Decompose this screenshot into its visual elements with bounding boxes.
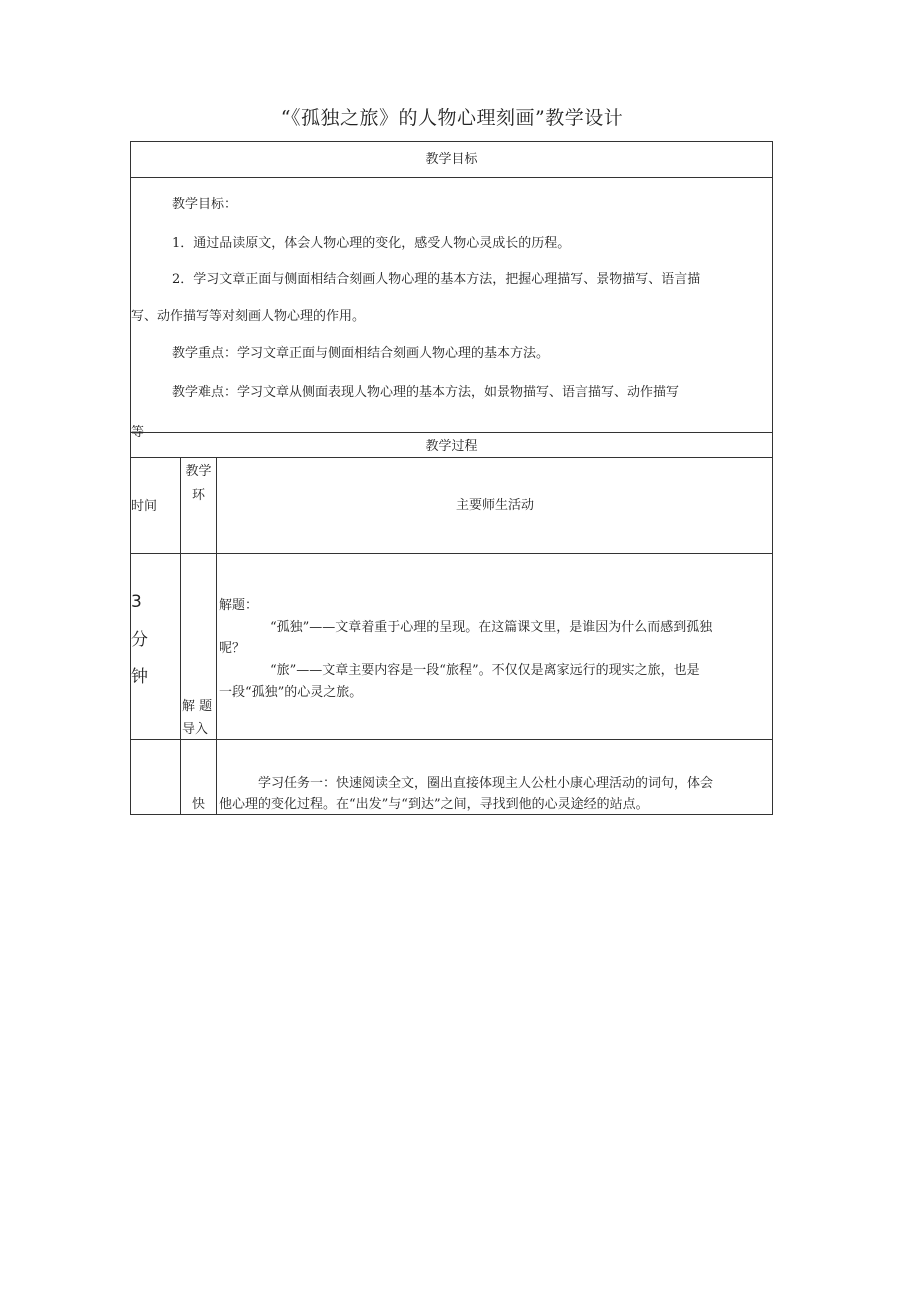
row1-activity-label: 解题：: [219, 598, 259, 613]
difficulty-line1: 教学难点：学习文章从侧面表现人物心理的基本方法，如景物描写、语言描写、动作描写: [172, 385, 680, 400]
column-rule: [180, 457, 181, 815]
difficulty-line2: 等: [131, 425, 145, 440]
table-rule: [130, 739, 773, 740]
process-header: 教学过程: [425, 439, 478, 454]
objectives-header: 教学目标: [425, 152, 478, 167]
row2-activity-line1: 学习任务一：快速阅读全文，圈出直接体现主人公杜小康心理活动的词句，体会: [258, 776, 714, 791]
row1-time-line1: 3: [131, 592, 142, 612]
row1-time-line3: 钟: [131, 667, 148, 687]
document-title: “《孤独之旅》的人物心理刻画”教学设计: [280, 107, 624, 129]
table-rule: [130, 553, 773, 554]
row2-activity-line2: 他心理的变化过程。在“出发”与“到达”之间，寻找到他的心灵途经的站点。: [219, 797, 649, 812]
row1-activity-p1-line1: “孤独”——文章着重于心理的呈现。在这篇课文里，是谁因为什么而感到孤独: [270, 620, 713, 635]
col-activity-header: 主要师生活动: [455, 498, 534, 513]
key-point: 教学重点：学习文章正面与侧面相结合刻画人物心理的基本方法。: [172, 346, 550, 361]
table-rule: [130, 432, 773, 433]
row1-stage-line1: 解 题: [182, 699, 213, 714]
objectives-label: 教学目标：: [172, 197, 238, 212]
row1-stage-line2: 导入: [182, 722, 209, 737]
row1-activity-p2-line2: 一段“孤独”的心灵之旅。: [219, 685, 363, 700]
table-rule: [130, 457, 773, 458]
col-stage-header-line1: 教学: [185, 464, 212, 479]
objective-item-2-line1: 2．学习文章正面与侧面相结合刻画人物心理的基本方法，把握心理描写、景物描写、语言描: [172, 272, 701, 287]
objective-item-1: 1．通过品读原文，体会人物心理的变化，感受人物心灵成长的历程。: [172, 236, 571, 251]
row2-stage-line1: 快: [192, 797, 206, 812]
objective-item-2-line2: 写、动作描写等对刻画人物心理的作用。: [131, 309, 366, 324]
row1-time-line2: 分: [131, 630, 148, 650]
row1-activity-p1-line2: 呢？: [219, 641, 246, 656]
objectives-content: [131, 180, 772, 440]
col-time-header: 时间: [131, 499, 158, 514]
col-stage-header-line2: 环: [191, 488, 205, 503]
table-rule: [130, 177, 773, 178]
row1-activity-p2-line1: “旅”——文章主要内容是一段“旅程”。不仅仅是离家远行的现实之旅，也是: [270, 663, 700, 678]
